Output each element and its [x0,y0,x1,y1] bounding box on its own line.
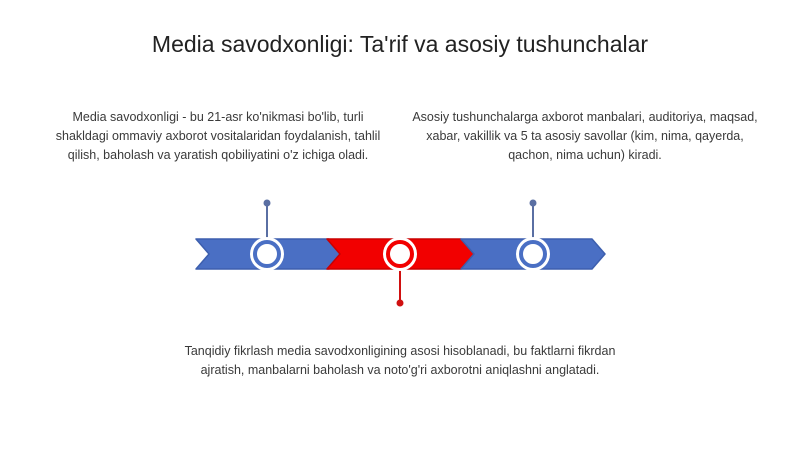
timeline-item-3-text: Asosiy tushunchalarga axborot manbalari, auditoriya, maqsad, xabar, vakillik va 5 ta asosiy savollar (kim, nima, qayerda, qachon, nima uchun) kiradi. [412,110,758,162]
timeline-item-2-text: Tanqidiy fikrlash media savodxonligining asosi hisoblanadi, bu faktlarni fikrdan ajratish, manbalarni baholash va noto'g'ri axborotni aniqlashni anglatadi. [184,344,616,377]
timeline-node-3 [516,237,550,271]
timeline-item-1-text: Media savodxonligi - bu 21-asr ko'nikmasi bo'lib, turli shakldagi ommaviy axborot vositalaridan foydalanish, tahlil qilish, baholash va yaratish qobiliyatini o'z ichiga oladi. [55,110,381,162]
connector-3-dot [530,200,537,207]
slide-title: Media savodxonligi: Ta'rif va asosiy tushunchalar [151,31,649,57]
timeline-node-2 [383,237,417,271]
connector-2-dot [397,300,404,307]
timeline-node-1 [250,237,284,271]
connector-1-dot [264,200,271,207]
